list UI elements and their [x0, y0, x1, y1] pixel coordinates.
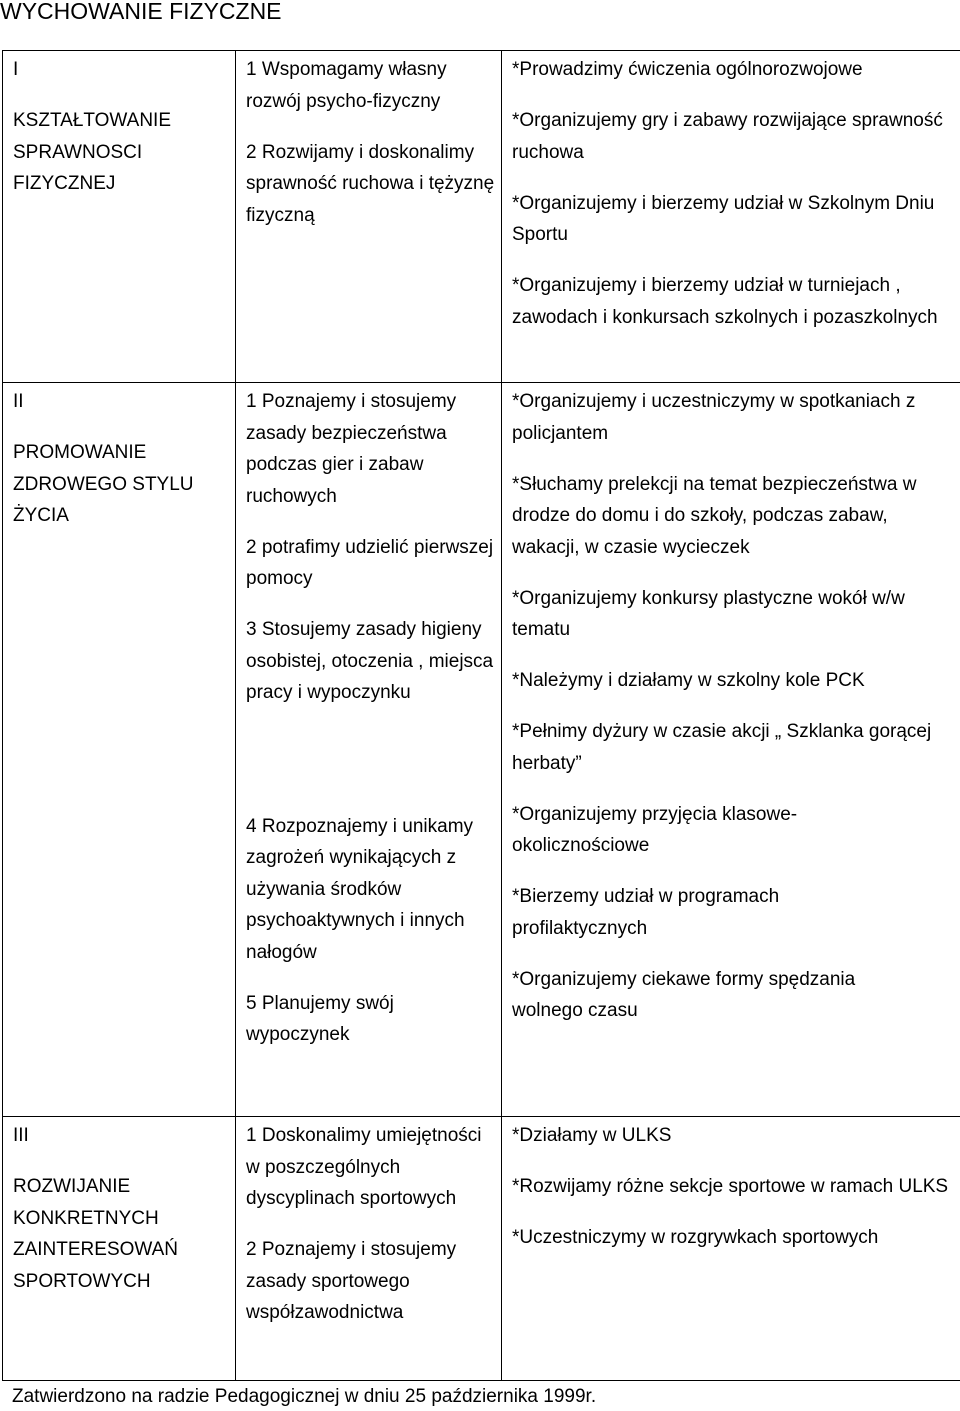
table-row — [3, 1117, 960, 1381]
goal-item: 2 Rozwijamy i doskonalimy sprawność ruchowa i tężyznę fizyczną — [246, 141, 495, 226]
area-cell — [3, 1117, 236, 1381]
task-item: *Działamy w ULKS — [512, 1125, 672, 1146]
goals-cell — [236, 383, 502, 1117]
area-name: PROMOWANIE ZDROWEGO STYLU ŻYCIA — [13, 442, 194, 526]
task-item: *Bierzemy udział w programach profilaktycznych — [512, 886, 780, 939]
goal-item: 1 Doskonalimy umiejętności w poszczególnych dyscyplinach sportowych — [246, 1125, 482, 1209]
task-item: *Prowadzimy ćwiczenia ogólnorozwojowe — [512, 59, 863, 80]
goals-cell — [236, 1117, 502, 1381]
goal-item: 4 Rozpoznajemy i unikamy zagrożeń wynikających z używania środków psychoaktywnych i innych nałogów — [246, 815, 474, 963]
tasks-cell — [502, 51, 960, 383]
area-cell — [3, 383, 236, 1117]
goal-item: 2 Poznajemy i stosujemy zasady sportowego współzawodnictwa — [246, 1239, 457, 1323]
goal-item: 1 Poznajemy i stosujemy zasady bezpieczeństwa podczas gier i zabaw ruchowych — [246, 391, 457, 507]
goal-item: 1 Wspomagamy własny rozwój psycho-fizyczny — [246, 59, 447, 112]
area-cell — [3, 51, 236, 383]
area-name: KSZTAŁTOWANIE SPRAWNOSCI FIZYCZNEJ — [13, 110, 172, 194]
area-number: II — [13, 391, 24, 412]
task-item: *Organizujemy przyjęcia klasowe-okolicznościowe — [512, 803, 798, 856]
task-item: *Organizujemy i uczestniczymy w spotkaniach z policjantem — [512, 391, 916, 444]
task-item: *Uczestniczymy w rozgrywkach sportowych — [512, 1227, 879, 1248]
goal-item: 3 Stosujemy zasady higieny osobistej, otoczenia , miejsca pracy i wypoczynku — [246, 619, 494, 703]
curriculum-table — [2, 50, 960, 1381]
table-row — [3, 51, 960, 383]
task-item: *Rozwijamy różne sekcje sportowe w ramach ULKS — [512, 1176, 949, 1197]
task-item: *Organizujemy i bierzemy udział w turniejach , zawodach i konkursach szkolnych i pozaszkolnych — [512, 275, 938, 328]
area-number: III — [13, 1125, 29, 1146]
area-name: ROZWIJANIE KONKRETNYCH ZAINTERESOWAŃ SPORTOWYCH — [13, 1176, 179, 1292]
task-item: *Słuchamy prelekcji na temat bezpieczeństwa w drodze do domu i do szkoły, podczas zabaw, wakacji, w czasie wycieczek — [512, 473, 917, 558]
tasks-cell — [502, 1117, 960, 1381]
table-row — [3, 383, 960, 1117]
task-item: *Organizujemy ciekawe formy spędzania wolnego czasu — [512, 968, 856, 1021]
task-item: *Organizujemy konkursy plastyczne wokół w/w tematu — [512, 587, 905, 640]
approval-note: Zatwierdzono na radzie Pedagogicznej w dniu 25 października 1999r. — [12, 1386, 597, 1407]
document-title: WYCHOWANIE FIZYCZNE — [0, 0, 282, 24]
task-item: *Pełnimy dyżury w czasie akcji „ Szklanka gorącej herbaty” — [512, 721, 932, 774]
task-item: *Organizujemy i bierzemy udział w Szkolnym Dniu Sportu — [512, 192, 935, 245]
goal-item: 2 potrafimy udzielić pierwszej pomocy — [246, 536, 494, 589]
task-item: *Należymy i działamy w szkolny kole PCK — [512, 670, 865, 691]
task-item: *Organizujemy gry i zabawy rozwijające sprawność ruchowa — [512, 110, 943, 163]
tasks-cell — [502, 383, 960, 1117]
area-number: I — [13, 59, 19, 80]
goal-item: 5 Planujemy swój wypoczynek — [246, 992, 394, 1045]
goals-cell — [236, 51, 502, 383]
